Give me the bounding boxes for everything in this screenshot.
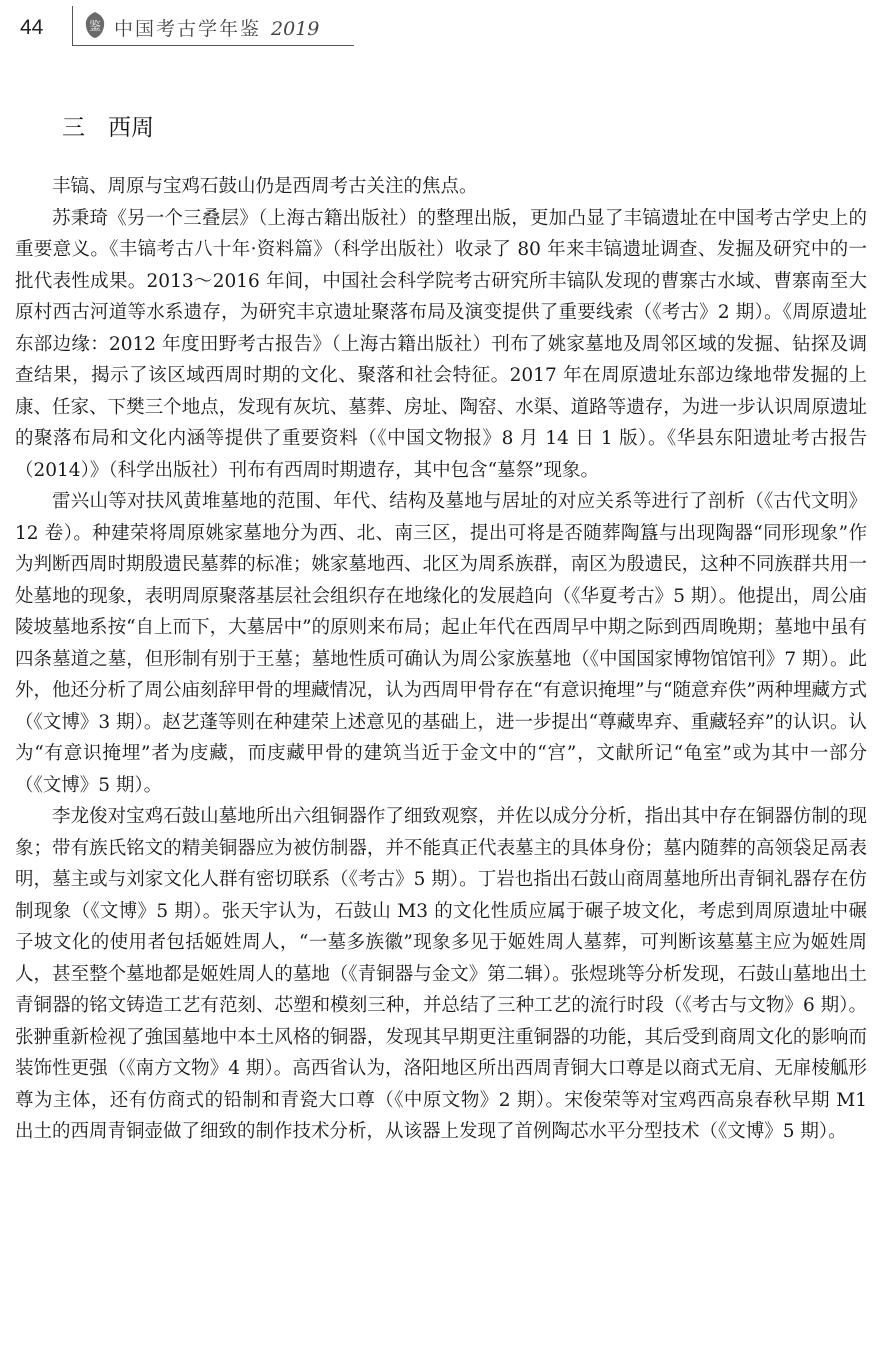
article-body <box>15 171 867 1148</box>
section-heading: 三 西周 <box>62 115 154 141</box>
journal-year: 2019 <box>271 18 320 40</box>
page-header <box>0 0 878 48</box>
journal-title-block <box>114 14 319 41</box>
logo-lettering: 鉴 <box>88 19 102 33</box>
paragraph: 苏秉琦《另一个三叠层》（上海古籍出版社）的整理出版，更加凸显了丰镐遗址在中国考古学史上的重要意义。《丰镐考古八十年·资料篇》（科学出版社）收录了 80 年来丰镐遗址调查、发掘及研究中的一批代表性成果。2013～2016 年间，中国社会科学院考古研究所丰镐队发现的曹寨古水域、曹寨南至大原村西古河道等水系遗存，为研究丰京遗址聚落布局及演变提供了重要线索（《考古》2 期）。《周原遗址东部边缘：2012 年度田野考古报告》（上海古籍出版社）刊布了姚家墓地及周邻区域的发掘、钻探及调查结果，揭示了该区域西周时期的文化、聚落和社会特征。2017 年在周原遗址东部边缘地带发掘的上康、任家、下樊三个地点，发现有灰坑、墓葬、房址、陶窑、水渠、道路等遗存，为进一步认识周原遗址的聚落布局和文化内涵等提供了重要资料（《中国文物报》8 月 14 日 1 版）。《华县东阳遗址考古报告（2014）》（科学出版社）刊布有西周时期遗存，其中包含“墓祭”现象。 <box>15 207 867 481</box>
header-divider-horizontal <box>72 45 354 46</box>
page-number: 44 <box>20 16 44 39</box>
yearbook-logo-icon <box>82 11 108 39</box>
header-divider-vertical <box>72 6 73 46</box>
journal-title: 中国考古学年鉴 <box>114 18 262 40</box>
paragraph: 丰镐、周原与宝鸡石鼓山仍是西周考古关注的焦点。 <box>52 176 478 197</box>
paragraph: 李龙俊对宝鸡石鼓山墓地所出六组铜器作了细致观察，并佐以成分分析，指出其中存在铜器仿制的现象；带有族氏铭文的精美铜器应为被仿制器，并不能真正代表墓主的具体身份；墓内随葬的高领袋足鬲表明，墓主或与刘家文化人群有密切联系（《考古》5 期）。丁岩也指出石鼓山商周墓地所出青铜礼器存在仿制现象（《文博》5 期）。张天宇认为，石鼓山 M3 的文化性质应属于碾子坡文化，考虑到周原遗址中碾子坡文化的使用者包括姬姓周人，“一墓多族徽”现象多见于姬姓周人墓葬，可判断该墓墓主应为姬姓周人，甚至整个墓地都是姬姓周人的墓地（《青铜器与金文》第二辑）。张煜珧等分析发现，石鼓山墓地出土青铜器的铭文铸造工艺有范刻、芯塑和模刻三种，并总结了三种工艺的流行时段（《考古与文物》6 期）。张翀重新检视了強国墓地中本土风格的铜器，发现其早期更注重铜器的功能，其后受到商周文化的影响而装饰性更强（《南方文物》4 期）。高西省认为，洛阳地区所出西周青铜大口尊是以商式无肩、无扉棱觚形尊为主体，还有仿商式的铅制和青瓷大口尊（《中原文物》2 期）。宋俊荣等对宝鸡西高泉春秋早期 M1 出土的西周青铜壶做了细致的制作技术分析，从该器上发现了首例陶芯水平分型技术（《文博》5 期）。 <box>15 806 867 1142</box>
paragraph: 雷兴山等对扶风黄堆墓地的范围、年代、结构及墓地与居址的对应关系等进行了剖析（《古代文明》12 卷）。种建荣将周原姚家墓地分为西、北、南三区，提出可将是否随葬陶簋与出现陶器“同形现象”作为判断西周时期殷遗民墓葬的标准；姚家墓地西、北区为周系族群，南区为殷遗民，这种不同族群共用一处墓地的现象，表明周原聚落基层社会组织存在地缘化的发展趋向（《华夏考古》5 期）。他提出，周公庙陵坡墓地系按“自上而下，大墓居中”的原则来布局；起止年代在西周早中期之际到西周晚期；墓地中虽有四条墓道之墓，但形制有别于王墓；墓地性质可确认为周公家族墓地（《中国国家博物馆馆刊》7 期）。此外，他还分析了周公庙刻辞甲骨的埋藏情况，认为西周甲骨存在“有意识掩埋”与“随意弃佚”两种埋藏方式（《文博》3 期）。赵艺蓬等则在种建荣上述意见的基础上，进一步提出“尊藏卑弃、重藏轻弃”的认识。认为“有意识掩埋”者为庋藏，而庋藏甲骨的建筑当近于金文中的“宫”，文献所记“龟室”或为其中一部分（《文博》5 期）。 <box>15 491 867 796</box>
